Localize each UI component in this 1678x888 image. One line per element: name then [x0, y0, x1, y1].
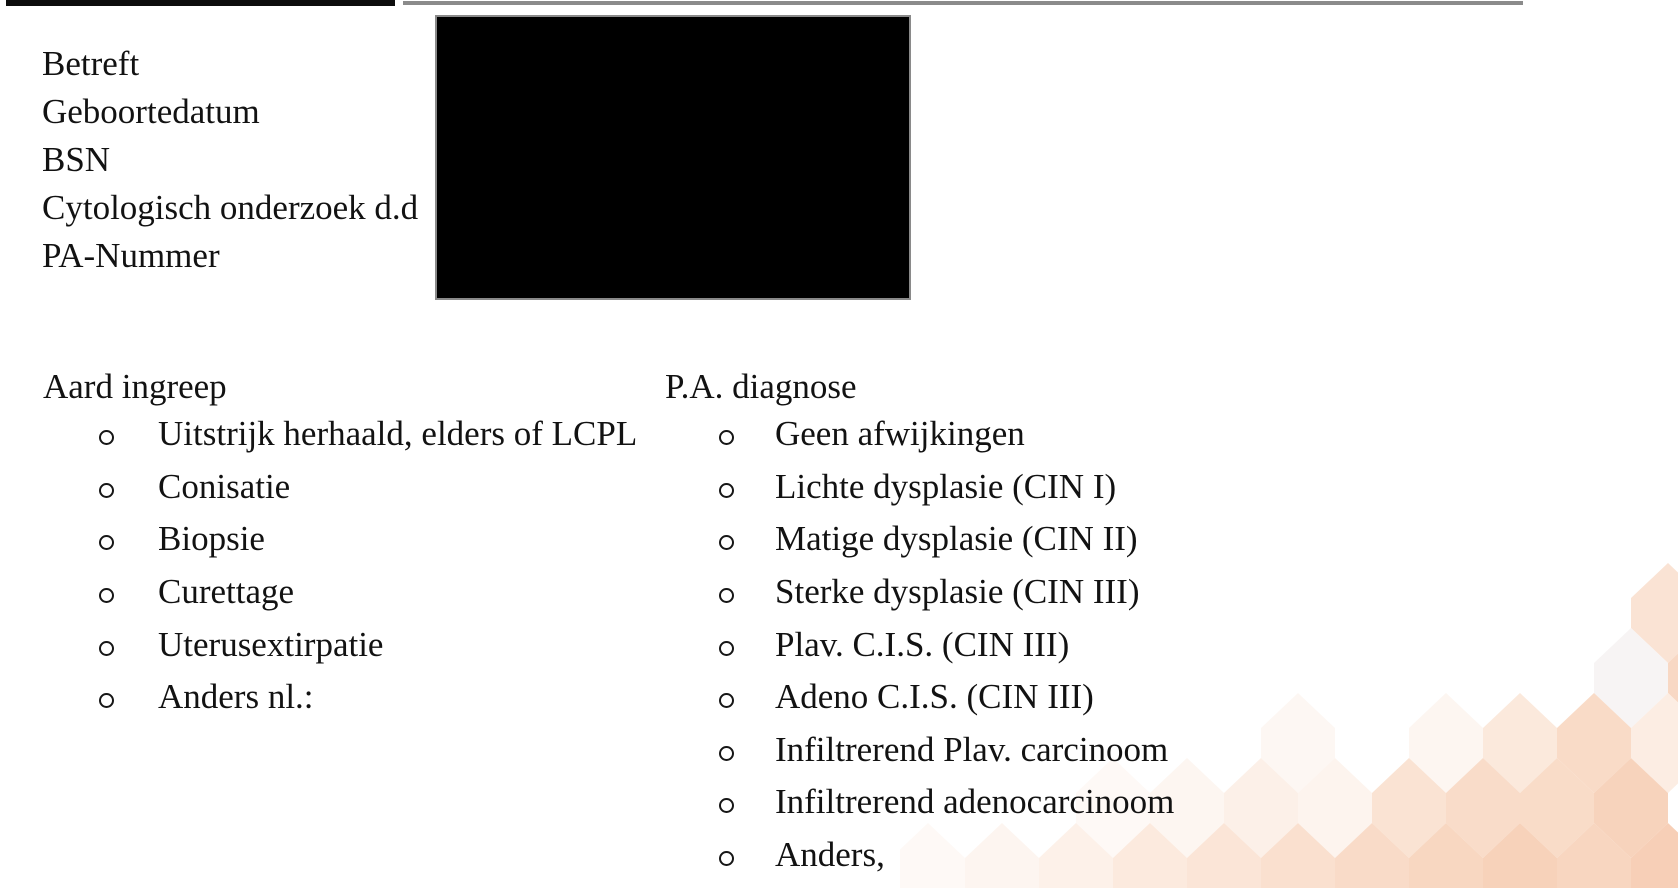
option-label: Curettage [158, 571, 295, 611]
option-item [719, 619, 1174, 672]
option-item [719, 776, 1174, 829]
field-label: BSN [42, 140, 111, 179]
option-label: Infiltrerend adenocarcinoom [775, 782, 1175, 822]
hollow-circle-bullet [719, 851, 734, 866]
option-item [719, 829, 1174, 882]
hollow-circle-bullet [719, 641, 734, 656]
section-title-pa-diagnose: P.A. diagnose [665, 367, 857, 406]
option-label: Sterke dysplasie (CIN III) [775, 571, 1140, 611]
hollow-circle-bullet [719, 693, 734, 708]
option-label: Anders nl.: [158, 677, 314, 717]
option-label: Biopsie [158, 519, 265, 559]
hollow-circle-bullet [99, 535, 114, 550]
hollow-circle-bullet [719, 746, 734, 761]
option-item [99, 513, 637, 566]
option-item [99, 461, 637, 514]
option-item [99, 671, 637, 724]
option-item [719, 408, 1174, 461]
hollow-circle-bullet [719, 483, 734, 498]
option-item [99, 619, 637, 672]
field-label: Cytologisch onderzoek d.d [42, 188, 419, 227]
option-item [719, 724, 1174, 777]
hollow-circle-bullet [99, 483, 114, 498]
hollow-circle-bullet [719, 535, 734, 550]
option-label: Uitstrijk herhaald, elders of LCPL [158, 414, 638, 453]
option-item [719, 671, 1174, 724]
option-label: Lichte dysplasie (CIN I) [775, 466, 1117, 506]
patient-info-labels [42, 40, 418, 280]
redaction-box [435, 15, 911, 300]
hollow-circle-bullet [99, 588, 114, 603]
option-label: Infiltrerend Plav. carcinoom [775, 729, 1169, 769]
diagnosis-options-list [719, 408, 1174, 882]
option-label: Geen afwijkingen [775, 414, 1025, 453]
hollow-circle-bullet [99, 430, 114, 445]
option-item [99, 408, 637, 461]
top-rule-right-segment [403, 1, 1523, 5]
hollow-circle-bullet [99, 693, 114, 708]
field-label: Betreft [42, 44, 140, 83]
section-title-aard-ingreep: Aard ingreep [43, 367, 227, 406]
option-label: Plav. C.I.S. (CIN III) [775, 624, 1070, 664]
option-label: Uterusextirpatie [158, 624, 384, 664]
hollow-circle-bullet [719, 430, 734, 445]
option-item [719, 513, 1174, 566]
hollow-circle-bullet [719, 588, 734, 603]
option-label: Matige dysplasie (CIN II) [775, 519, 1138, 559]
option-item [719, 461, 1174, 514]
option-label: Conisatie [158, 466, 291, 506]
hollow-circle-bullet [719, 798, 734, 813]
option-label: Anders, [775, 835, 885, 875]
option-item [99, 566, 637, 619]
option-item [719, 566, 1174, 619]
procedure-options-list [99, 408, 637, 724]
field-label: Geboortedatum [42, 92, 260, 131]
top-rule-left-segment [6, 0, 395, 6]
hollow-circle-bullet [99, 641, 114, 656]
field-label: PA-Nummer [42, 236, 220, 275]
option-label: Adeno C.I.S. (CIN III) [775, 677, 1094, 717]
